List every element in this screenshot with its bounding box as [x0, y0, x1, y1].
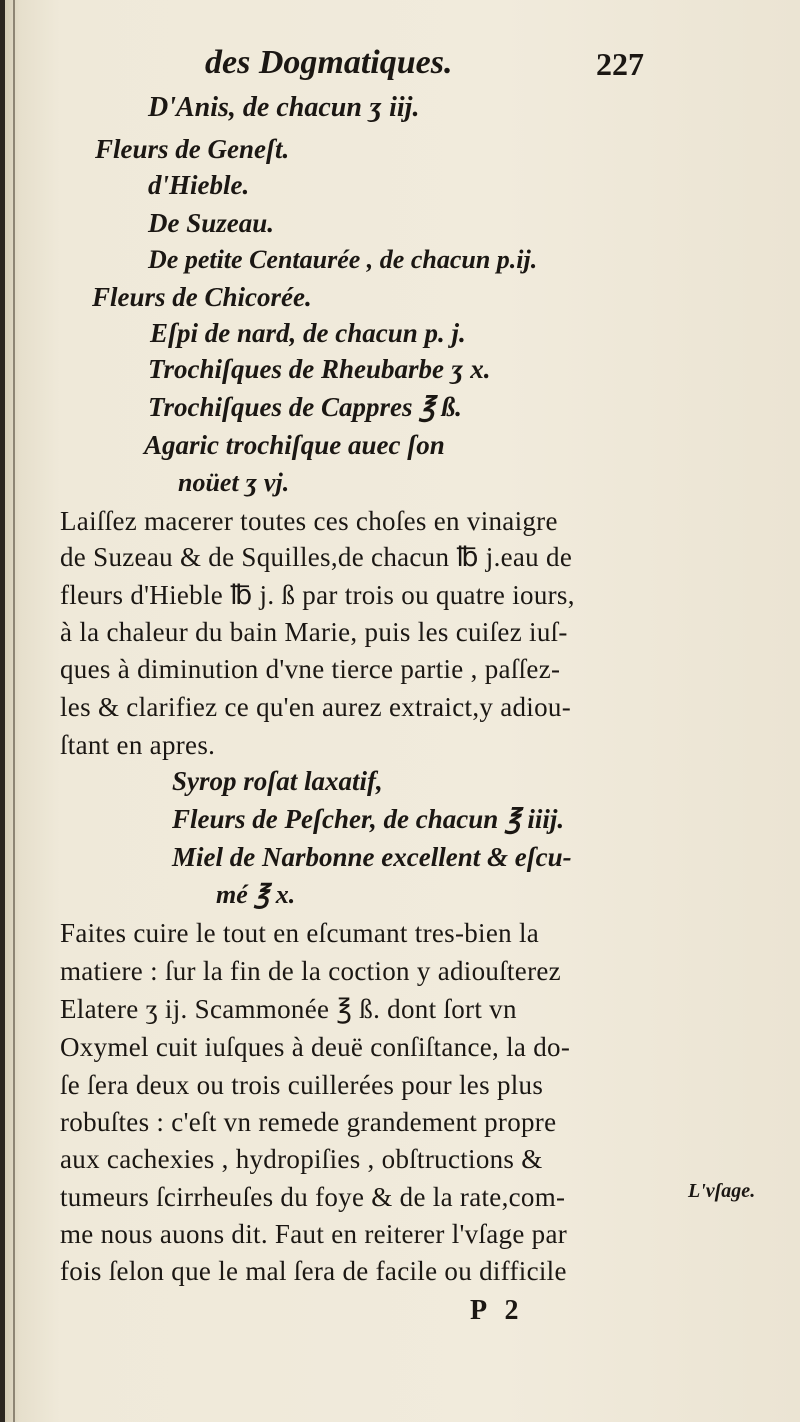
- text-line: de Suzeau & de Squilles,de chacun ℔ j.eau de: [60, 542, 573, 572]
- text-line: fleurs d'Hieble ℔ j. ß par trois ou quatre iours,: [60, 580, 575, 610]
- text-line: Laiſſez macerer toutes ces choſes en vinaigre: [60, 506, 558, 536]
- recipe-line: De petite Centaurée , de chacun p.ij.: [148, 245, 538, 274]
- recipe-line: mé ℥ x.: [216, 880, 296, 909]
- text-line: tumeurs ſcirrheuſes du foye & de la rate,com-: [60, 1182, 566, 1212]
- recipe-line: Miel de Narbonne excellent & eſcu-: [172, 842, 572, 872]
- text-line: robuſtes : c'eſt vn remede grandement propre: [60, 1107, 557, 1137]
- recipe-line: d'Hieble.: [148, 170, 250, 200]
- recipe-line: Fleurs de Chicorée.: [92, 282, 312, 312]
- page-gutter-edge: [0, 0, 5, 1422]
- running-head-title: des Dogmatiques.: [205, 44, 453, 81]
- recipe-line: De Suzeau.: [148, 208, 275, 238]
- text-line: ques à diminution d'vne tierce partie , paſſez-: [60, 654, 561, 684]
- text-line: à la chaleur du bain Marie, puis les cuiſez iuſ-: [60, 617, 568, 647]
- text-line: aux cachexies , hydropiſies , obſtructions &: [60, 1144, 543, 1174]
- text-line: fois ſelon que le mal ſera de facile ou difficile: [60, 1256, 567, 1286]
- text-line: me nous auons dit. Faut en reiterer l'vſage par: [60, 1219, 568, 1249]
- recipe-line: Trochiſques de Cappres ℥ ß.: [148, 392, 462, 422]
- recipe-line: Fleurs de Geneſt.: [95, 134, 290, 164]
- text-line: Oxymel cuit iuſques à deuë conſiſtance, la do-: [60, 1032, 571, 1062]
- recipe-line: D'Anis, de chacun ʒ iij.: [148, 92, 420, 123]
- recipe-line: Eſpi de nard, de chacun p. j.: [150, 318, 466, 348]
- text-line: Elatere ʒ ij. Scammonée ℥ ß. dont ſort vn: [60, 994, 517, 1024]
- page-number: 227: [596, 46, 644, 82]
- text-line: les & clarifiez ce qu'en aurez extraict,y adiou-: [60, 692, 571, 722]
- text-line: ſe ſera deux ou trois cuillerées pour les plus: [60, 1070, 544, 1100]
- recipe-line: Agaric trochiſque auec ſon: [144, 430, 445, 460]
- recipe-line: noüet ʒ vj.: [178, 468, 290, 497]
- text-line: matiere : ſur la fin de la coction y adiouſterez: [60, 956, 561, 986]
- recipe-line: Syrop roſat laxatif,: [172, 766, 383, 796]
- recipe-line: Trochiſques de Rheubarbe ʒ x.: [148, 354, 491, 384]
- signature-mark: P 2: [470, 1295, 525, 1326]
- text-line: ſtant en apres.: [60, 730, 216, 760]
- text-line: Faites cuire le tout en eſcumant tres-bien la: [60, 918, 540, 948]
- page-gutter-shadow: [13, 0, 15, 1422]
- marginal-note: L'vſage.: [688, 1180, 756, 1202]
- recipe-line: Fleurs de Peſcher, de chacun ℥ iiij.: [172, 804, 565, 834]
